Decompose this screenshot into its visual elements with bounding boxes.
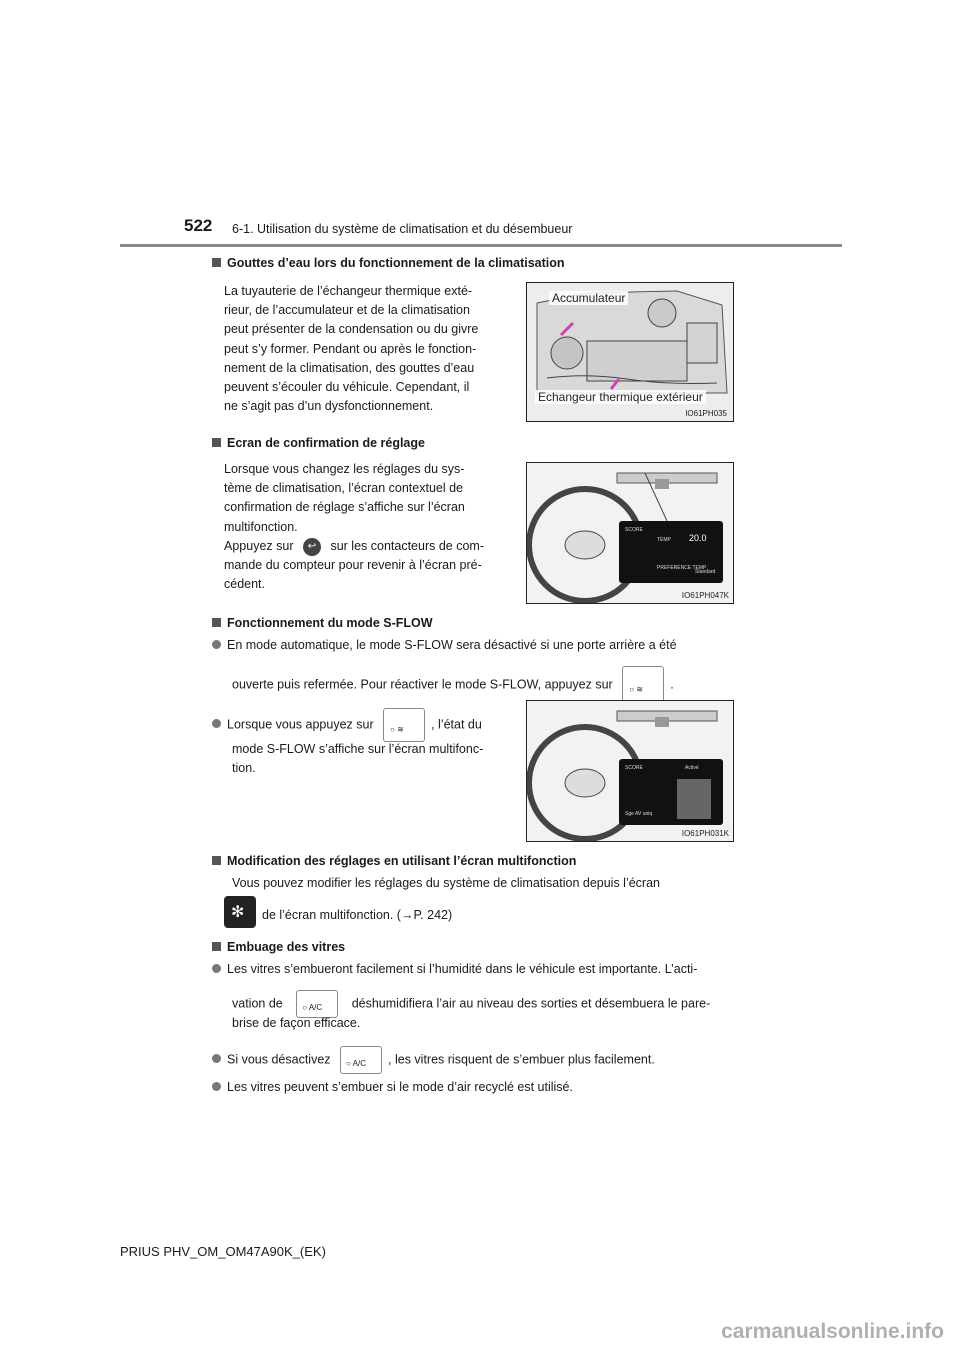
dashboard-figure-2	[526, 700, 734, 842]
bullet-icon	[212, 719, 221, 728]
page-number: 522	[184, 216, 213, 235]
multi-screen-1: SCORE TEMP 20.0 PREFERENCE TEMP Standard	[625, 527, 716, 575]
ecran-paragraph-2: Appuyez sur ↩ sur les contacteurs de com- mande du compteur pour revenir à l’écran pré- cédent.	[224, 539, 484, 592]
ecran-paragraph: Lorsque vous changez les réglages du sys- tème de climatisation, l’écran contextuel de confirmation de réglage s’affiche sur l’écran multifonction.	[224, 462, 465, 534]
exchanger-label: Echangeur thermique extérieur	[535, 390, 706, 404]
modif-line-2: de l’écran multifonction. (→P. 242)	[262, 908, 453, 922]
section-square-icon	[212, 258, 221, 267]
embuage-bullet-2: Si vous désactivez ○ A/C , les vitres risquent de s’embuer plus facilement.	[212, 1046, 655, 1074]
embuage-bullet-1: Les vitres s’embueront facilement si l’humidité dans le véhicule est importante. L’acti-	[212, 960, 752, 979]
running-title: 6-1. Utilisation du système de climatisation et du désembueur	[232, 222, 573, 236]
section-title-embuage: Embuage des vitres	[212, 940, 345, 954]
sflow-button-icon: ○ ≋	[622, 666, 664, 704]
watermark: carmanualsonline.info	[721, 1320, 944, 1343]
sflow-bullet-1: En mode automatique, le mode S-FLOW sera désactivé si une porte arrière a été	[212, 636, 752, 655]
embuage-bullet-1-cont: vation de ○ A/C déshumidifiera l’air au niveau des sorties et désembuera le pare-	[232, 990, 710, 1018]
section-title-sflow: Fonctionnement du mode S-FLOW	[212, 616, 433, 630]
engine-bay-figure	[526, 282, 734, 422]
embuage-bullet-3: Les vitres peuvent s’embuer si le mode d’air recyclé est utilisé.	[212, 1078, 573, 1097]
sflow-bullet-1-cont: ouverte puis refermée. Pour réactiver le mode S-FLOW, appuyez sur ○ ≋ .	[232, 666, 674, 704]
section-square-icon	[212, 438, 221, 447]
sflow-button-icon: ○ ≋	[383, 708, 425, 742]
multi-screen-2: SCORE Activé Sge AV uniq	[625, 765, 699, 817]
modif-line-1: Vous pouvez modifier les réglages du système de climatisation depuis l’écran	[232, 876, 661, 890]
section-square-icon	[212, 942, 221, 951]
section-title-modif: Modification des réglages en utilisant l’écran multifonction	[212, 854, 576, 868]
figure-code: IO61PH035	[685, 409, 727, 418]
section-title-ecran: Ecran de confirmation de réglage	[212, 436, 425, 450]
embuage-bullet-1-end: brise de façon efficace.	[232, 1016, 361, 1030]
sflow-bullet-2: Lorsque vous appuyez sur ○ ≋ , l’état du	[212, 708, 482, 742]
section-square-icon	[212, 618, 221, 627]
bullet-icon	[212, 1082, 221, 1091]
header-rule	[120, 244, 842, 247]
sflow-bullet-2-cont: mode S-FLOW s’affiche sur l’écran multifonc- tion.	[232, 742, 484, 775]
figure-code: IO61PH031K	[681, 829, 729, 838]
bullet-icon	[212, 1054, 221, 1063]
figure-code: IO61PH047K	[681, 591, 729, 600]
ac-button-icon: ○ A/C	[340, 1046, 382, 1074]
accumulator-label: Accumulateur	[549, 291, 628, 305]
footer-model: PRIUS PHV_OM_OM47A90K_(EK)	[120, 1244, 326, 1259]
ac-button-icon: ○ A/C	[296, 990, 338, 1018]
section-title-gouttes: Gouttes d’eau lors du fonctionnement de la climatisation	[212, 256, 565, 270]
bullet-icon	[212, 964, 221, 973]
bullet-icon	[212, 640, 221, 649]
climate-screen-icon: ✻	[224, 896, 256, 928]
dashboard-figure-1	[526, 462, 734, 604]
gouttes-paragraph: La tuyauterie de l’échangeur thermique exté- rieur, de l’accumulateur et de la climatisation peut présenter de la condensation ou du givre peut s’y former. Pendant ou après le fonction- nement de la climatisation, des gouttes d’eau peuvent s’écouler du véhicule. Cependant, il ne s’agit pas d’un dysfonctionnement.	[224, 284, 479, 414]
back-button-icon: ↩	[303, 538, 321, 556]
section-square-icon	[212, 856, 221, 865]
